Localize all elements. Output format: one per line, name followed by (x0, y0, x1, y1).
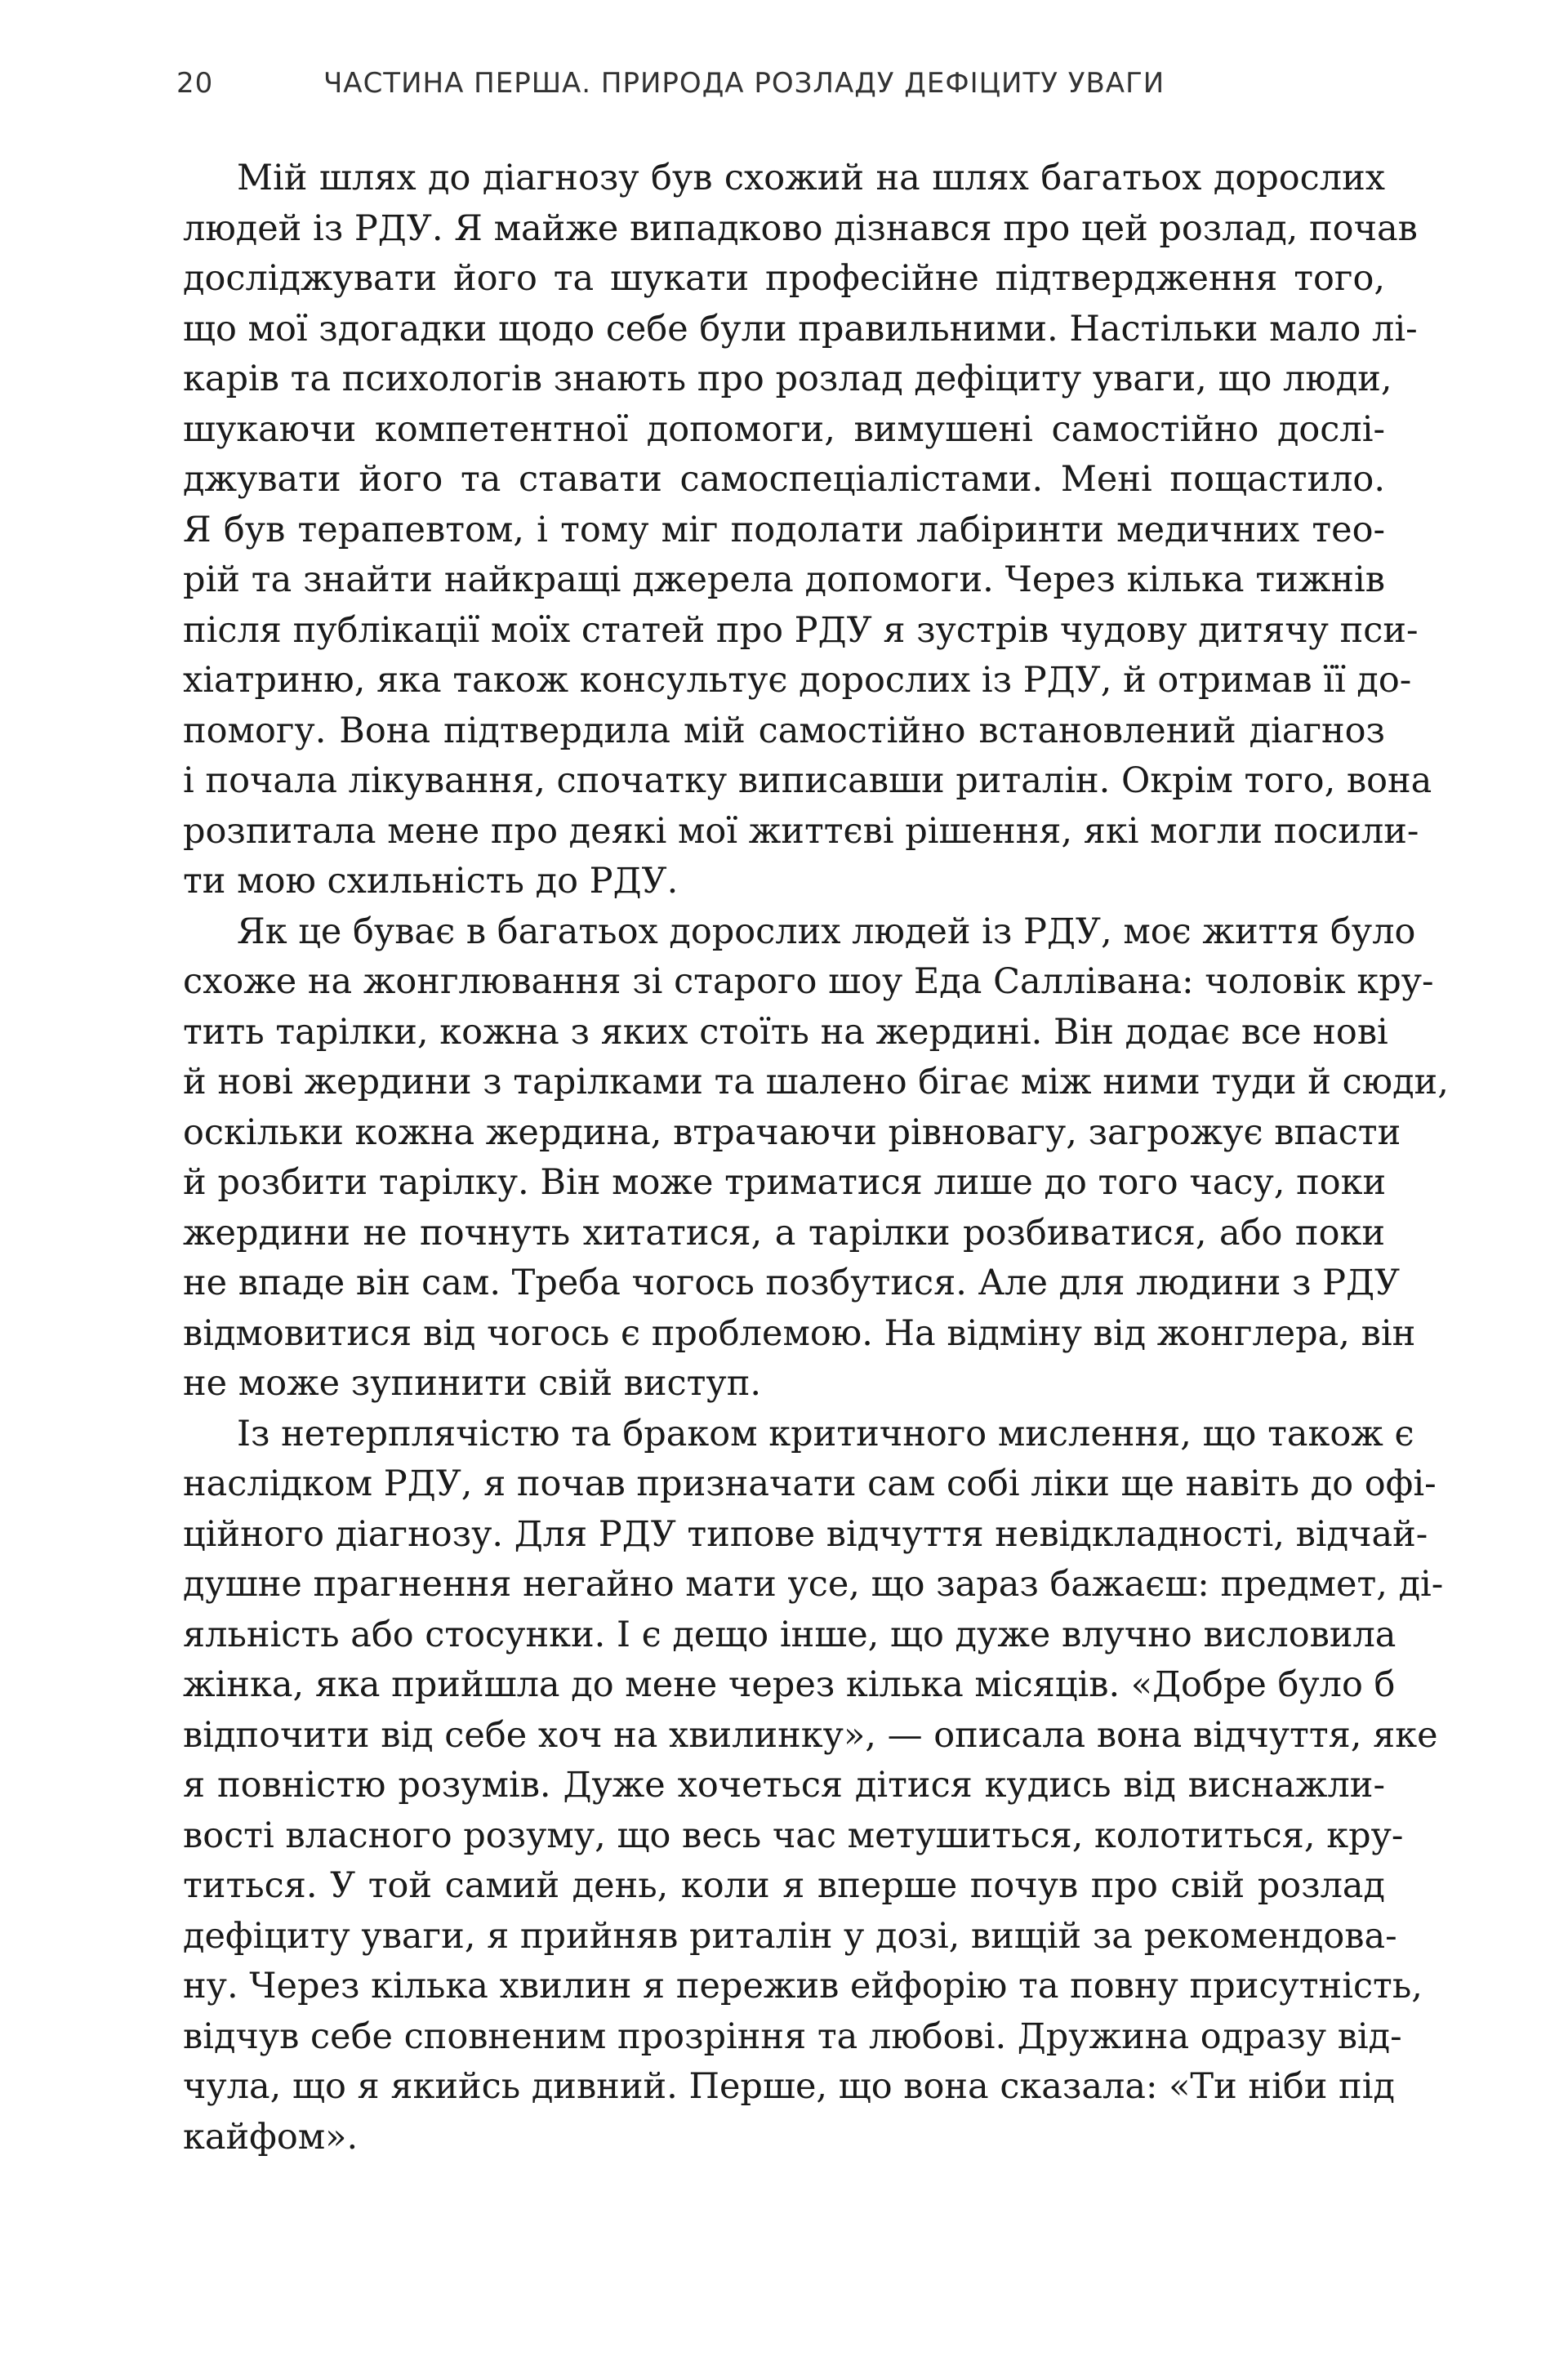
text-line: Я був терапевтом, і тому міг подолати лабіринти медичних тео- (183, 509, 1385, 550)
text-line: чула, що я якийсь дивний. Перше, що вона сказала: «Ти ніби під (183, 2066, 1395, 2107)
text-line: ну. Через кілька хвилин я пережив ейфорію та повну присутність, (183, 1966, 1423, 2006)
text-line: не впаде він сам. Треба чогось позбутися. Але для людини з РДУ (183, 1263, 1401, 1303)
paragraph-3 (183, 1410, 1444, 2163)
page-number: 20 (176, 67, 214, 100)
text-line: відмовитися від чогось є проблемою. На відміну від жонглера, він (183, 1312, 1416, 1354)
text-line: що мої здогадки щодо себе були правильними. Настільки мало лі- (183, 308, 1418, 350)
text-line: жердини не почнуть хитатися, а тарілки розбиватися, або поки (183, 1212, 1385, 1254)
text-line: я повністю розумів. Дуже хочеться дітися кудись від виснажли- (183, 1765, 1385, 1806)
text-line: тить тарілки, кожна з яких стоїть на жердині. Він додає все нові (183, 1011, 1388, 1053)
text-line: людей із РДУ. Я майже випадково дізнався про цей розлад, почав (183, 207, 1418, 249)
text-line: оскільки кожна жердина, втрачаючи рівновагу, загрожує впасти (183, 1111, 1401, 1153)
chapter-title: ЧАСТИНА ПЕРША. ПРИРОДА РОЗЛАДУ ДЕФІЦИТУ УВАГИ (323, 67, 1165, 100)
text-line: схоже на жонглювання зі старого шоу Еда Саллівана: чоловік кру- (183, 961, 1434, 1002)
text-line: і почала лікування, спочатку виписавши риталін. Окрім того, вона (183, 760, 1432, 801)
paragraph-1 (183, 154, 1432, 907)
body-text (183, 154, 1449, 2162)
text-line: й нові жердини з тарілками та шалено бігає між ними туди й сюди, (183, 1062, 1449, 1102)
text-line: джувати його та ставати самоспеціалістами. Мені пощастило. (183, 459, 1385, 500)
text-line: відпочити від себе хоч на хвилинку», — описала вона відчуття, яке (183, 1714, 1438, 1756)
text-line: рій та знайти найкращі джерела допомоги. Через кілька тижнів (183, 559, 1385, 600)
text-line: відчув себе сповненим прозріння та любові. Дружина одразу від- (183, 2015, 1402, 2057)
text-line: наслідком РДУ, я почав призначати сам собі ліки ще навіть до офі- (183, 1463, 1437, 1504)
text-line: не може зупинити свій виступ. (183, 1363, 762, 1404)
text-line: яльність або стосунки. І є дещо інше, що дуже влучно висловила (183, 1614, 1396, 1655)
text-line: карів та психологів знають про розлад дефіциту уваги, що люди, (183, 359, 1392, 399)
paragraph-2 (183, 907, 1449, 1410)
text-line: досліджувати його та шукати професійне підтвердження того, (183, 258, 1385, 299)
text-line: Мій шлях до діагнозу був схожий на шлях багатьох дорослих (237, 158, 1385, 198)
text-line: кайфом». (183, 2116, 359, 2158)
text-line: ти мою схильність до РДУ. (183, 861, 679, 902)
text-line: жінка, яка прийшла до мене через кілька місяців. «Добре було б (183, 1664, 1396, 1705)
text-line: й розбити тарілку. Він може триматися лише до того часу, поки (183, 1162, 1387, 1203)
text-line: хіатриню, яка також консультує дорослих із РДУ, й отримав її до- (183, 660, 1412, 701)
text-line: після публікації моїх статей про РДУ я зустрів чудову дитячу пси- (183, 609, 1419, 651)
text-line: ційного діагнозу. Для РДУ типове відчуття невідкладності, відчай- (183, 1513, 1428, 1555)
text-line: дефіциту уваги, я прийняв риталін у дозі, вищій за рекомендова- (183, 1915, 1397, 1957)
text-line: помогу. Вона підтвердила мій самостійно встановлений діагноз (183, 710, 1385, 751)
text-line: вості власного розуму, що весь час метушиться, колотиться, кру- (183, 1815, 1404, 1856)
text-line: титься. У той самий день, коли я вперше почув про свій розлад (183, 1865, 1385, 1906)
text-line: розпитала мене про деякі мої життєві рішення, які могли посили- (183, 810, 1419, 852)
text-line: шукаючи компетентної допомоги, вимушені самостійно дослі- (183, 408, 1385, 450)
text-line: Як це буває в багатьох дорослих людей із РДУ, моє життя було (237, 911, 1416, 952)
text-line: Із нетерплячістю та браком критичного мислення, що також є (237, 1413, 1414, 1454)
text-line: душне прагнення негайно мати усе, що зараз бажаєш: предмет, ді- (183, 1564, 1444, 1605)
running-head (176, 67, 1385, 108)
